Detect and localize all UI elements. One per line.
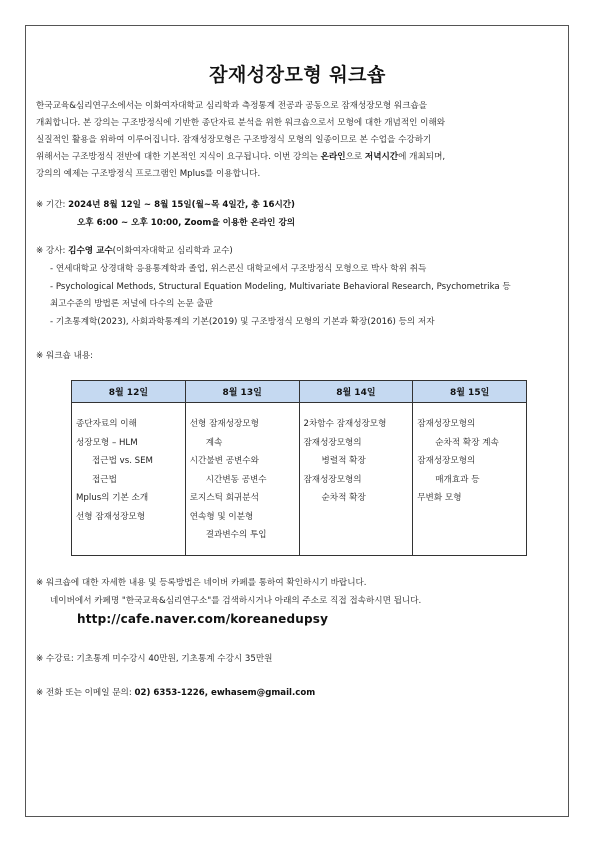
instructor-affiliation: (이화여자대학교 심리학과 교수) [112, 246, 233, 256]
period-time: 오후 6:00 ~ 오후 10:00, Zoom을 이용한 온라인 강의 [77, 218, 296, 228]
info-line: 네이버에서 카페명 "한국교육&심리연구소"를 검색하시거나 아래의 주소로 직접 접속하시면 됩니다. [50, 596, 422, 606]
contact-line: ※ 전화 또는 이메일 문의: 02) 6353-1226, ewhasem@gmail.com [36, 688, 316, 698]
intro-line: 개최합니다. 본 강의는 구조방정식에 기반한 종단자료 분석을 위한 워크숍으로서 모형에 대한 개념적인 이해와 [36, 118, 446, 128]
intro-line: 위해서는 구조방정식 전반에 대한 기본적인 지식이 요구됩니다. 이번 강의는 온라인으로 저녁시간에 개최되며, [36, 152, 446, 162]
schedule-cell-day1: 종단자료의 이해 성장모형 – HLM 접근법 vs. SEM 접근법 Mplus의 기본 소개 선형 잠재성장모형 [72, 403, 186, 556]
online-emphasis: 온라인 [320, 152, 346, 162]
schedule-table [71, 380, 527, 556]
instructor-bullet: - 기초통계학(2023), 사회과학통계의 기본(2019) 및 구조방정식 모형의 기본과 확장(2016) 등의 저자 [50, 317, 435, 327]
workshop-label: ※ 워크숍 내용: [36, 351, 94, 361]
schedule-header: 8월 15일 [413, 381, 527, 403]
instructor-line: ※ 강사: 김수영 교수(이화여자대학교 심리학과 교수) [36, 246, 233, 256]
instructor-bullet: - 연세대학교 상경대학 응용통계학과 졸업, 위스콘신 대학교에서 구조방정식 모형으로 박사 학위 취득 [50, 264, 427, 274]
period-value: 2024년 8월 12일 ~ 8월 15일(월~목 4일간, 총 16시간) [68, 200, 295, 210]
instructor-name: 김수영 교수 [68, 246, 113, 256]
page-title: 잠재성장모형 워크숍 [209, 64, 386, 86]
schedule-header: 8월 13일 [185, 381, 299, 403]
period-line: ※ 기간: 2024년 8월 12일 ~ 8월 15일(월~목 4일간, 총 16시간) [36, 200, 295, 210]
intro-paragraph [36, 98, 566, 183]
schedule-cell-day4: 잠재성장모형의 순차적 확장 계속 잠재성장모형의 매개효과 등 무변화 모형 [413, 403, 527, 556]
instructor-bullet: - Psychological Methods, Structural Equation Modeling, Multivariate Behavioral Research, Psychometrika 등 [50, 282, 511, 292]
cafe-url-link[interactable]: http://cafe.naver.com/koreanedupsy [77, 612, 329, 626]
schedule-header: 8월 12일 [72, 381, 186, 403]
schedule-cell-day2: 선형 잠재성장모형 계속 시간불변 공변수와 시간변동 공변수 로지스틱 회귀분석 연속형 및 이분형 결과변수의 투입 [185, 403, 299, 556]
contact-value: 02) 6353-1226, ewhasem@gmail.com [134, 688, 316, 698]
schedule-header: 8월 14일 [299, 381, 413, 403]
intro-line: 실질적인 활용을 위하여 이루어집니다. 잠재성장모형은 구조방정식 모형의 일종이므로 본 수업을 수강하기 [36, 135, 432, 145]
instructor-bullet-cont: 최고수준의 방법론 저널에 다수의 논문 출판 [50, 299, 214, 309]
evening-emphasis: 저녁시간 [364, 152, 399, 162]
info-line: ※ 워크숍에 대한 자세한 내용 및 등록방법은 네이버 카페를 통하여 확인하시기 바랍니다. [36, 578, 367, 588]
schedule-cell-day3: 2차함수 잠재성장모형 잠재성장모형의 병렬적 확장 잠재성장모형의 순차적 확장 [299, 403, 413, 556]
fee-line: ※ 수강료: 기초통계 미수강시 40만원, 기초통계 수강시 35만원 [36, 654, 273, 664]
intro-line: 강의의 예제는 구조방정식 프로그램인 Mplus를 이용합니다. [36, 169, 261, 179]
intro-line: 한국교육&심리연구소에서는 이화여자대학교 심리학과 측정통계 전공과 공동으로 잠재성장모형 워크숍을 [36, 101, 428, 111]
